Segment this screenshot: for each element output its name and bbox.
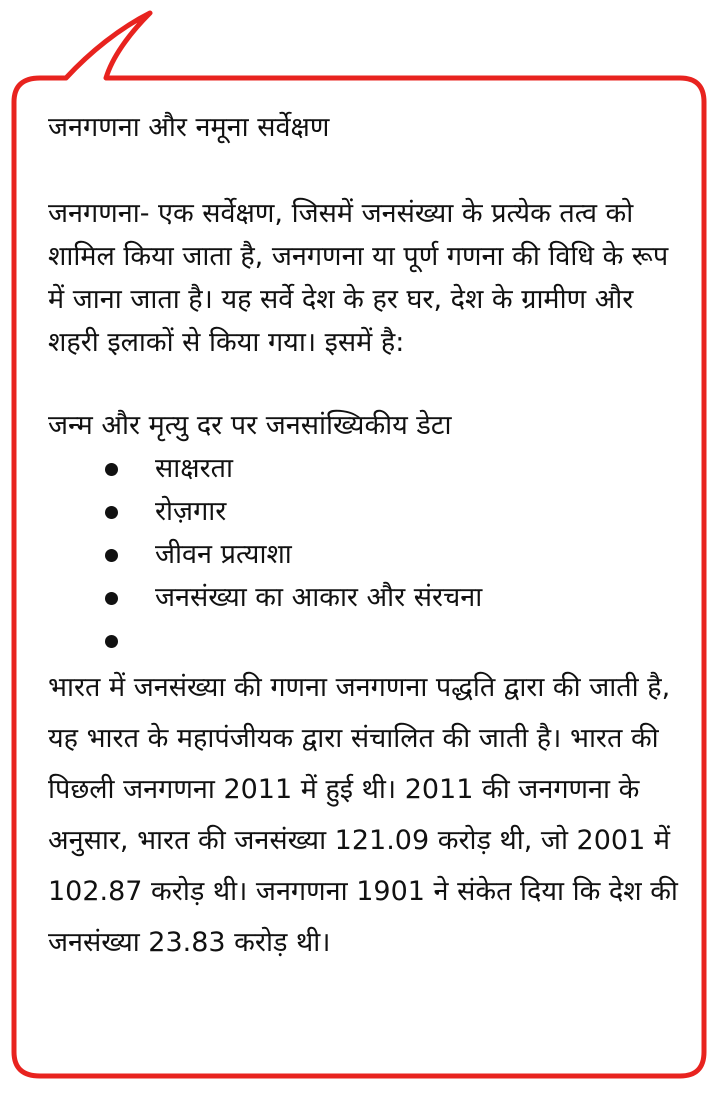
list-item <box>48 490 678 533</box>
bullet-dot <box>105 506 118 519</box>
body-paragraph: भारत में जनसंख्या की गणना जनगणना पद्धति द्वारा की जाती है, यह भारत के महापंजीयक द्वारा संचालित की जाती है। भारत की पिछली जनगणना 2011 में हुई थी। 2011 की जनगणना के अनुसार, भारत की जनसंख्या 121.09 करोड़ थी, जो 2001 में 102.87 करोड़ थी। जनगणना 1901 ने संकेत दिया कि देश की जनसंख्या 23.83 करोड़ थी। <box>48 672 678 958</box>
list-item <box>48 447 678 490</box>
list-item-text: जनसंख्या का आकार और संरचना <box>155 582 483 613</box>
bullet-dot <box>105 549 118 562</box>
list-item <box>48 533 678 576</box>
bullet-dot <box>105 463 118 476</box>
bullet-list <box>48 447 678 662</box>
list-item <box>48 576 678 619</box>
bullet-dot <box>105 635 118 648</box>
bullet-dot <box>105 592 118 605</box>
list-item-text: रोज़गार <box>155 496 227 527</box>
list-heading: जन्म और मृत्यु दर पर जनसांख्यिकीय डेटा <box>48 410 452 441</box>
list-item-text: जीवन प्रत्याशा <box>155 539 292 570</box>
document-title: जनगणना और नमूना सर्वेक्षण <box>48 112 330 143</box>
list-item <box>48 619 678 662</box>
intro-paragraph: जनगणना- एक सर्वेक्षण, जिसमें जनसंख्या के प्रत्येक तत्व को शामिल किया जाता है, जनगणना या पूर्ण गणना की विधि के रूप में जाना जाता है। यह सर्वे देश के हर घर, देश के ग्रामीण और शहरी इलाकों से किया गया। इसमें है: <box>48 198 669 358</box>
document-content <box>48 108 678 968</box>
list-item-text: साक्षरता <box>155 453 234 484</box>
